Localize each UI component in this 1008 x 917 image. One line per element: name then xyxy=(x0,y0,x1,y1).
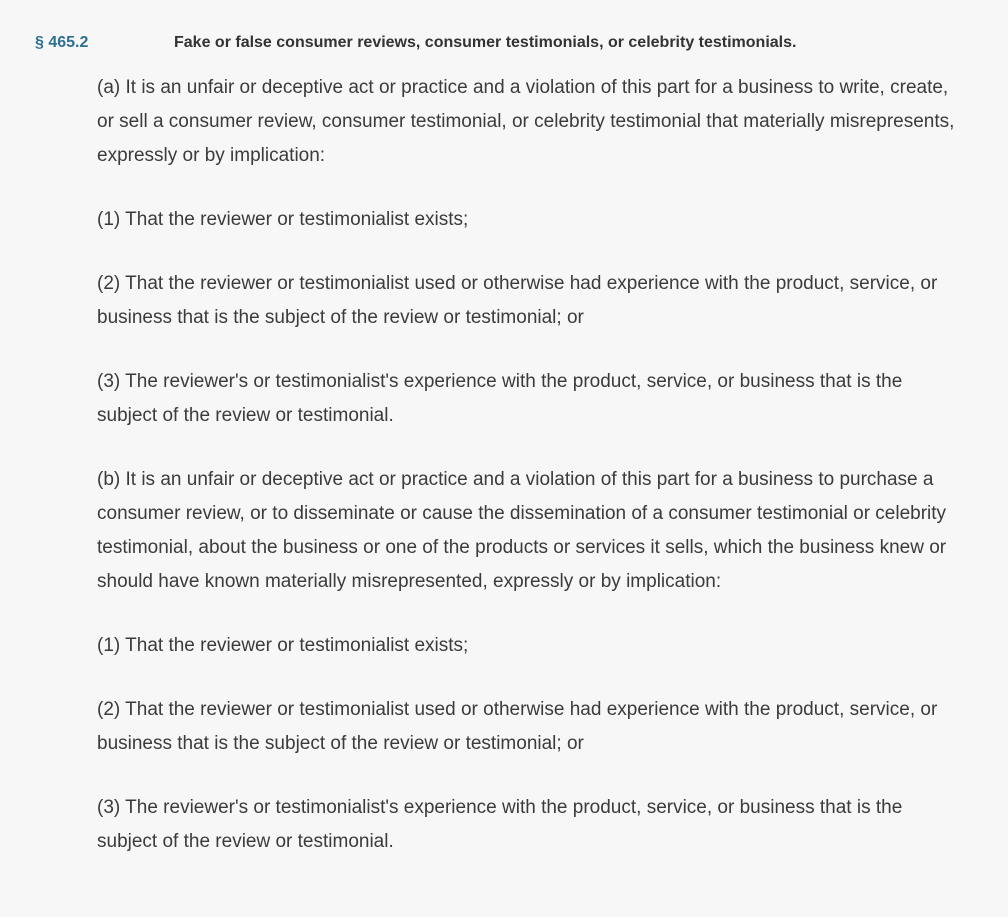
paragraph-b: (b) It is an unfair or deceptive act or practice and a violation of this part for a business to purchase a consumer review, or to disseminate or cause the dissemination of a consumer testimonial or celebrity testimonial, about the business or one of the products or services it sells, which the business knew or should have known materially misrepresented, expressly or by implication: xyxy=(97,469,947,592)
paragraph-b-1: (1) That the reviewer or testimonialist exists; xyxy=(97,635,469,656)
paragraph-a-3: (3) The reviewer's or testimonialist's experience with the product, service, or business that is the subject of the review or testimonial. xyxy=(97,371,903,426)
section-number-link[interactable]: § 465.2 xyxy=(35,34,89,51)
paragraph-b-3: (3) The reviewer's or testimonialist's experience with the product, service, or business that is the subject of the review or testimonial. xyxy=(97,797,903,852)
paragraph-a-1: (1) That the reviewer or testimonialist exists; xyxy=(97,209,469,230)
paragraph-b-2: (2) That the reviewer or testimonialist used or otherwise had experience with the product, service, or business that is the subject of the review or testimonial; or xyxy=(97,699,938,754)
section-body xyxy=(97,71,967,889)
section-title: Fake or false consumer reviews, consumer testimonials, or celebrity testimonials. xyxy=(174,34,797,51)
paragraph-a: (a) It is an unfair or deceptive act or practice and a violation of this part for a business to write, create, or sell a consumer review, consumer testimonial, or celebrity testimonial that materially misrepresents, expressly or by implication: xyxy=(97,77,955,166)
paragraph-a-2: (2) That the reviewer or testimonialist used or otherwise had experience with the product, service, or business that is the subject of the review or testimonial; or xyxy=(97,273,938,328)
